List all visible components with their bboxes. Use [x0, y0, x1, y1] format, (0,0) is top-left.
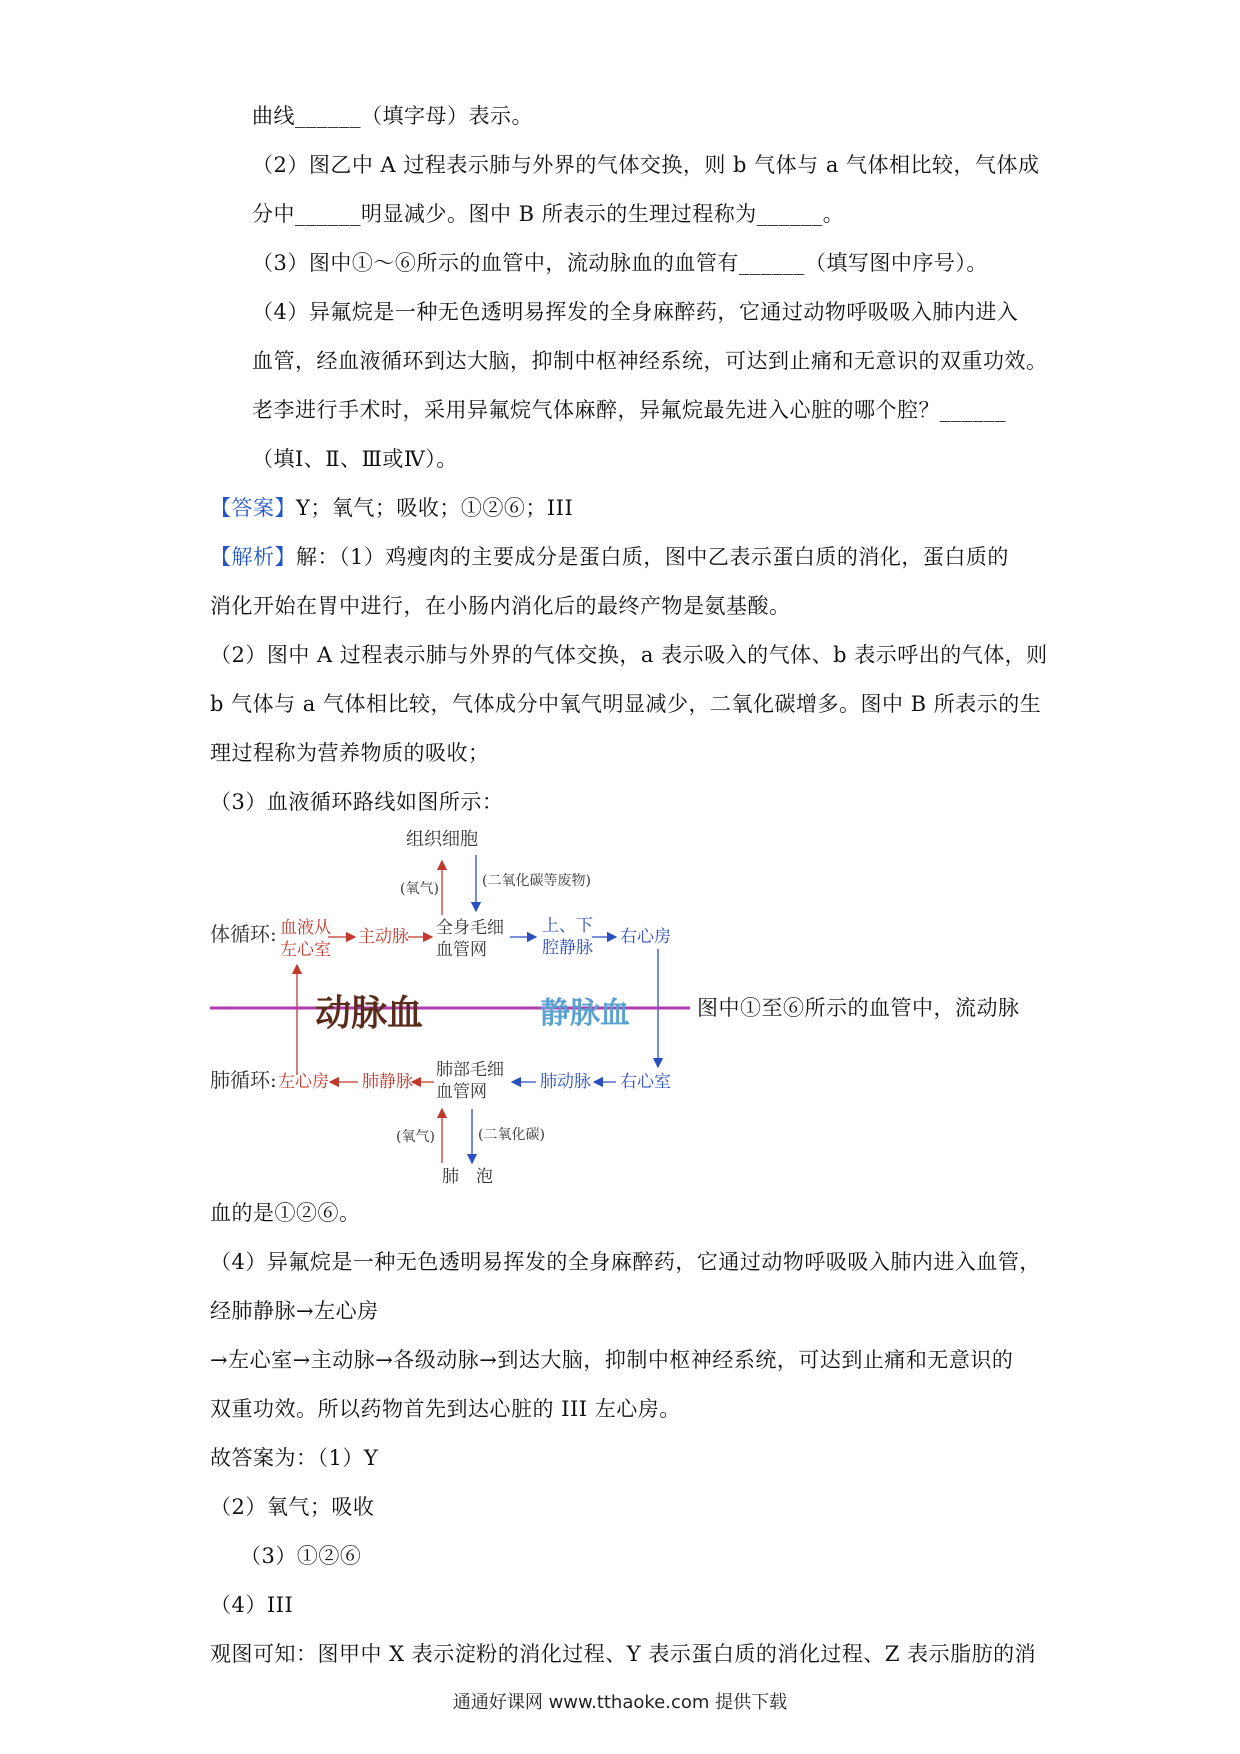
vena-cava-line1: 上、下 [542, 916, 593, 936]
answer-tag: 【答案】 [210, 496, 296, 520]
oxygen-top-label: (氧气) [400, 881, 439, 897]
body-capillary-line1: 全身毛细 [436, 918, 504, 938]
systemic-circulation-label: 体循环: [210, 922, 277, 946]
analysis-line-15: （3）①②⑥ [240, 1544, 362, 1568]
lung-capillary-line1: 肺部毛细 [436, 1060, 504, 1080]
oxygen-bottom-label: (氧气) [396, 1129, 435, 1145]
question-line-4: （3）图中①～⑥所示的血管中，流动脉血的血管有______（填写图中序号）。 [252, 251, 988, 275]
co2-bottom-label: (二氧化碳) [478, 1127, 545, 1143]
analysis-line-5: 理过程称为营养物质的吸收； [210, 741, 490, 765]
question-line-2: （2）图乙中 A 过程表示肺与外界的气体交换，则 b 气体与 a 气体相比较，气体成 [252, 153, 1040, 177]
analysis-line-13: 故答案为：（1）Y [210, 1446, 379, 1470]
right-ventricle-label: 右心室 [620, 1072, 671, 1092]
analysis-line-1 [210, 542, 1009, 572]
analysis-line-6: （3）血液循环路线如图所示： [210, 790, 504, 814]
circulation-svg [210, 825, 690, 1190]
blood-circulation-diagram [210, 825, 690, 1190]
answer-line [210, 493, 573, 523]
analysis-text-1: 解：（1）鸡瘦肉的主要成分是蛋白质，图中乙表示蛋白质的消化，蛋白质的 [296, 545, 1009, 569]
question-line-6: 血管，经血液循环到达大脑，抑制中枢神经系统，可达到止痛和无意识的双重功效。 [252, 349, 1048, 373]
analysis-line-2: 消化开始在胃中进行，在小肠内消化后的最终产物是氨基酸。 [210, 594, 791, 618]
question-line-3: 分中______明显减少。图中 B 所表示的生理过程称为______。 [252, 202, 845, 226]
pulmonary-vein-label: 肺静脉 [362, 1072, 413, 1092]
blood-from-lv-line2: 左心室 [280, 940, 331, 960]
venous-blood-label: 静脉血 [540, 996, 630, 1031]
analysis-line-8: 血的是①②⑥。 [210, 1201, 361, 1225]
question-line-8: （填Ⅰ、Ⅱ、Ⅲ或Ⅳ）。 [252, 447, 458, 471]
arterial-blood-label: 动脉血 [315, 992, 424, 1034]
analysis-line-10: 经肺静脉→左心房 [210, 1299, 379, 1323]
tissue-cells-label: 组织细胞 [406, 829, 478, 850]
alveoli-label: 肺 泡 [442, 1167, 493, 1187]
blood-from-lv-line1: 血液从 [280, 918, 331, 938]
page-footer: 通通好课网 www.tthaoke.com 提供下载 [452, 1692, 788, 1713]
analysis-line-3: （2）图中 A 过程表示肺与外界的气体交换，a 表示吸入的气体、b 表示呼出的气体，则 [210, 643, 1048, 667]
vena-cava-line2: 腔静脉 [542, 938, 593, 958]
analysis-line-16: （4）III [210, 1593, 294, 1617]
co2-waste-label: (二氧化碳等废物) [482, 873, 591, 889]
left-atrium-label: 左心房 [278, 1072, 329, 1092]
aorta-label: 主动脉 [358, 927, 409, 947]
analysis-tag: 【解析】 [210, 545, 296, 569]
question-line-7: 老李进行手术时，采用异氟烷气体麻醉，异氟烷最先进入心脏的哪个腔？______ [252, 398, 1006, 422]
analysis-line-11: →左心室→主动脉→各级动脉→到达大脑，抑制中枢神经系统，可达到止痛和无意识的 [210, 1348, 1014, 1372]
pulmonary-artery-label: 肺动脉 [540, 1072, 591, 1092]
analysis-line-7-right: 图中①至⑥所示的血管中，流动脉 [697, 996, 1020, 1020]
analysis-line-14: （2）氧气；吸收 [210, 1495, 375, 1519]
body-capillary-line2: 血管网 [436, 940, 487, 960]
analysis-line-17: 观图可知：图甲中 X 表示淀粉的消化过程、Y 表示蛋白质的消化过程、Z 表示脂肪的消 [210, 1642, 1037, 1666]
pulmonary-circulation-label: 肺循环: [210, 1068, 277, 1092]
analysis-line-4: b 气体与 a 气体相比较，气体成分中氧气明显减少，二氧化碳增多。图中 B 所表示的生 [210, 692, 1042, 716]
answer-text: Y；氧气；吸收；①②⑥；III [296, 496, 574, 520]
question-line-5: （4）异氟烷是一种无色透明易挥发的全身麻醉药，它通过动物呼吸吸入肺内进入 [252, 300, 1019, 324]
analysis-line-9: （4）异氟烷是一种无色透明易挥发的全身麻醉药，它通过动物呼吸吸入肺内进入血管， [210, 1250, 1041, 1274]
analysis-line-12: 双重功效。所以药物首先到达心脏的 III 左心房。 [210, 1397, 681, 1421]
lung-capillary-line2: 血管网 [436, 1082, 487, 1102]
question-line-1: 曲线______（填字母）表示。 [252, 104, 533, 128]
right-atrium-label: 右心房 [620, 927, 671, 947]
